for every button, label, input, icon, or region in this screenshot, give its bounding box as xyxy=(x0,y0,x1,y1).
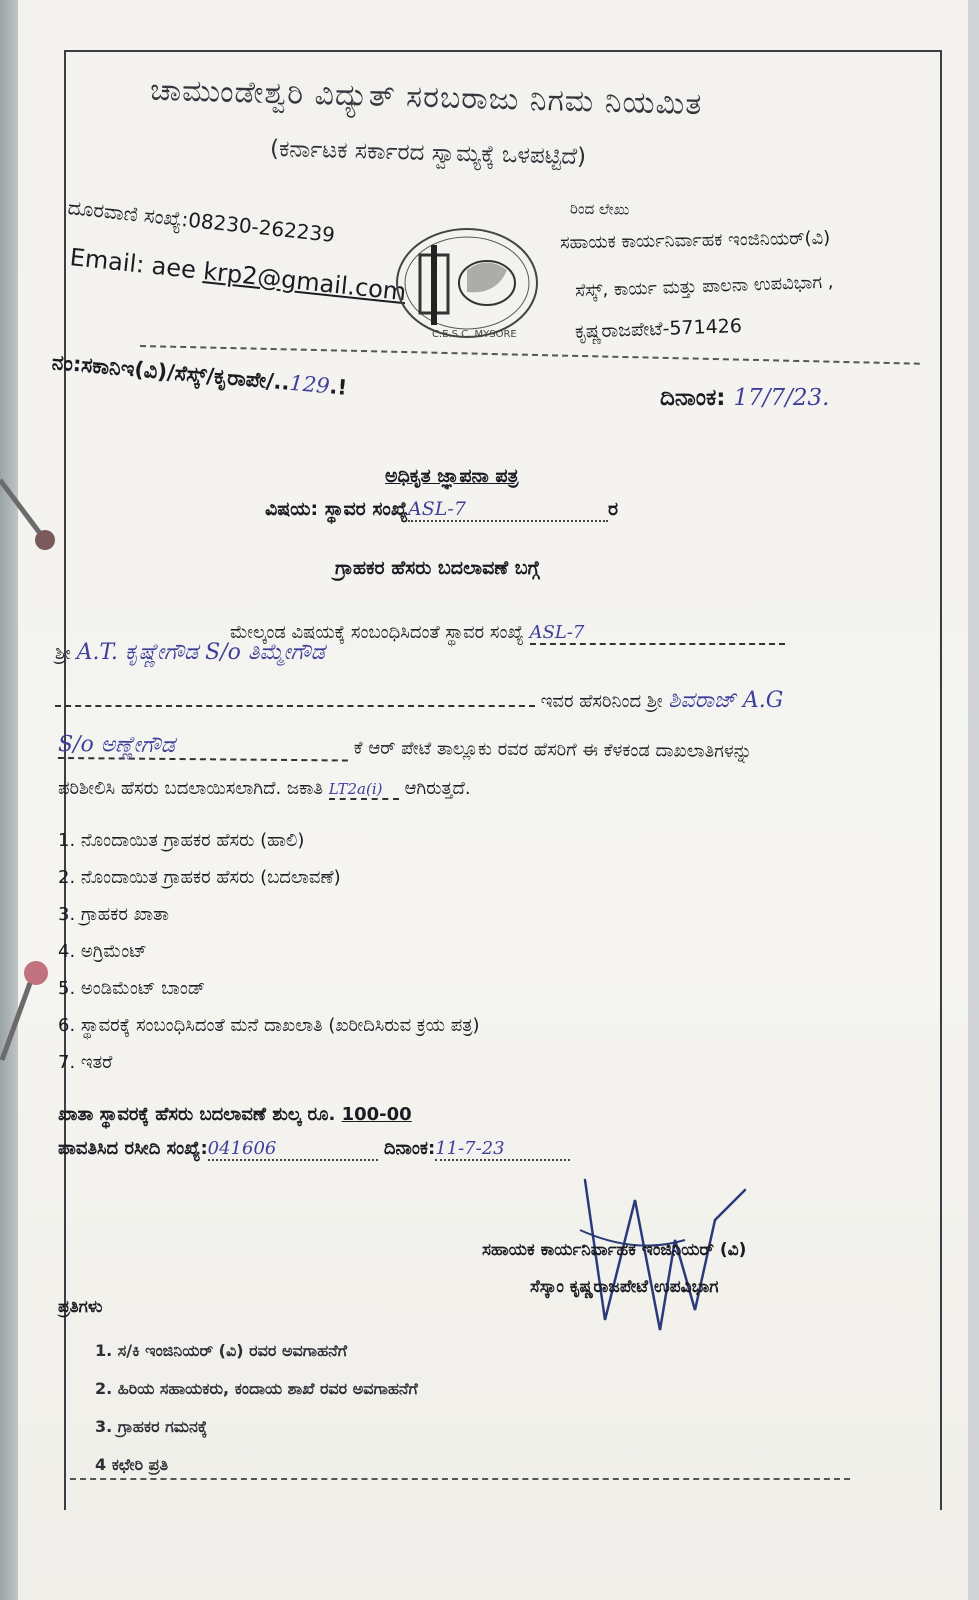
letter-date xyxy=(660,385,830,411)
reference-handwritten-number: 129 xyxy=(288,370,331,399)
date-handwritten-value: 17/7/23. xyxy=(733,385,830,411)
copy-item: 3. ಗ್ರಾಹಕರ ಗಮನಕ್ಕೆ xyxy=(95,1417,208,1436)
pin-top-icon xyxy=(0,470,70,560)
footer-divider xyxy=(70,1478,850,1480)
signatory-designation: ಸಹಾಯಕ ಕಾರ್ಯನಿರ್ವಾಹಕ ಇಂಜಿನಿಯರ್ (ವಿ) xyxy=(482,1240,747,1260)
receipt-date: 11-7-23 xyxy=(435,1138,570,1161)
subject-label: ವಿಷಯ: ಸ್ಥಾವರ ಸಂಖ್ಯೆ xyxy=(265,498,409,520)
copy-item: 4 ಕಛೇರಿ ಪ್ರತಿ xyxy=(95,1455,169,1474)
document-item: 6. ಸ್ಥಾವರಕ್ಕೆ ಸಂಬಂಧಿಸಿದಂತೆ ಮನೆ ದಾಖಲಾತಿ (ಖರೀದಿಸಿರುವ ಕ್ರಯ ಪತ್ರ) xyxy=(58,1015,480,1036)
document-item: 5. ಅಂಡಿಮೆಂಟ್ ಬಾಂಡ್ xyxy=(58,978,206,999)
documents-list xyxy=(58,822,480,1081)
paragraph-start: ಮೇಲ್ಕಂಡ ವಿಷಯಕ್ಕೆ ಸಂಬಂಧಿಸಿದಂತೆ ಸ್ಥಾವರ ಸಂಖ್ಯೆ xyxy=(230,622,524,643)
paragraph-line-5 xyxy=(58,778,471,800)
receipt-line xyxy=(58,1138,570,1161)
copies-list xyxy=(95,1332,418,1484)
paragraph-tail: ಆಗಿರುತ್ತದೆ. xyxy=(404,778,471,799)
receipt-number: 041606 xyxy=(208,1138,378,1161)
border-right xyxy=(940,50,942,1510)
reference-suffix: .! xyxy=(328,374,349,400)
subject-suffix: ರ xyxy=(608,498,619,520)
memo-title: ಅಧಿಕೃತ ಜ್ಞಾಪನಾ ಪತ್ರ xyxy=(385,465,519,487)
paragraph-end: ಪರಿಶೀಲಿಸಿ ಹೆಸರು ಬದಲಾಯಿಸಲಾಗಿದೆ. ಜಕಾತಿ xyxy=(58,778,324,799)
sri-label: ಶ್ರೀ xyxy=(55,643,71,664)
paragraph-line-2 xyxy=(55,640,325,665)
email-address: krp2@gmail.com xyxy=(201,257,408,307)
office-division: ಸೆಸ್ಕ್, ಕಾರ್ಯ ಮತ್ತು ಪಾಲನಾ ಉಪವಿಭಾಗ , xyxy=(574,271,834,302)
email-label: Email: aee xyxy=(68,243,205,285)
office-designation: ಸಹಾಯಕ ಕಾರ್ಯನಿರ್ವಾಹಕ ಇಂಜಿನಿಯರ್(ವಿ) xyxy=(559,227,831,254)
new-consumer-name: ಶಿವರಾಜ್ A.G xyxy=(668,688,784,713)
tariff-value: LT2a(i) xyxy=(329,780,399,800)
pin-bottom-icon xyxy=(0,955,50,1065)
paragraph-from: ಇವರ ಹೆಸರಿನಿಂದ ಶ್ರೀ xyxy=(540,691,663,712)
new-consumer-relation: S/o ಅಣ್ಣೇಗೌಡ xyxy=(58,732,348,762)
border-top xyxy=(64,50,942,52)
copy-item: 2. ಹಿರಿಯ ಸಹಾಯಕರು, ಕಂದಾಯ ಶಾಖೆ ರವರ ಅವಗಾಹನೆಗೆ xyxy=(95,1379,418,1398)
cesc-logo-seal xyxy=(392,225,542,345)
office-label: ರಿಂದ ಲೇಖು xyxy=(569,199,630,219)
reference-label: ನಂ:ಸಕಾನಿಇ(ವಿ)/ಸೆಸ್ಕ್/ಕೃರಾಪೇ/.. xyxy=(50,350,291,395)
organization-name: ಚಾಮುಂಡೇಶ್ವರಿ ವಿದ್ಯುತ್ ಸರಬರಾಜು ನಿಗಮ ನಿಯಮಿತ xyxy=(149,72,703,123)
organization-subtitle: (ಕರ್ನಾಟಕ ಸರ್ಕಾರದ ಸ್ವಾಮ್ಯಕ್ಕೆ ಒಳಪಟ್ಟಿದೆ) xyxy=(269,135,587,171)
receipt-label: ಪಾವತಿಸಿದ ರಸೀದಿ ಸಂಖ್ಯೆ: xyxy=(58,1138,208,1159)
document-item: 4. ಅಗ್ರಿಮೆಂಟ್ xyxy=(58,941,147,962)
signatory-office: ಸೆಸ್ಕಾಂ ಕೃಷ್ಣರಾಜಪೇಟೆ ಉಪವಿಭಾಗ xyxy=(530,1277,719,1297)
receipt-date-label: ದಿನಾಂಕ: xyxy=(383,1138,436,1159)
old-consumer-name: A.T. ಕೃಷ್ಣೇಗೌಡ S/o ತಿಮ್ಮೇಗೌಡ xyxy=(76,640,325,665)
fee-label: ಖಾತಾ ಸ್ಥಾವರಕ್ಕೆ ಹೆಸರು ಬದಲಾವಣೆ ಶುಲ್ಕ ರೂ. xyxy=(58,1104,342,1125)
document-item: 1. ನೊಂದಾಯಿತ ಗ್ರಾಹಕರ ಹೆಸರು (ಹಾಲಿ) xyxy=(58,830,305,851)
document-item: 3. ಗ್ರಾಹಕರ ಖಾತಾ xyxy=(58,904,169,925)
copies-heading: ಪ್ರತಿಗಳು xyxy=(58,1297,103,1317)
paragraph-installation-number: ASL-7 xyxy=(530,622,785,645)
blank-line xyxy=(55,705,535,707)
subject-line xyxy=(265,498,618,522)
phone-number: ದೂರವಾಣಿ ಸಂಖ್ಯೆ:08230-262239 xyxy=(66,195,336,247)
paragraph-mid: ಕೆ ಆರ್ ಪೇಟೆ ತಾಲ್ಲೂಕು ರವರ ಹೆಸರಿಗೆ ಈ ಕೆಳಕಂಡ ದಾಖಲಾತಿಗಳನ್ನು xyxy=(353,737,753,763)
document-item: 7. ಇತರೆ xyxy=(58,1052,113,1073)
date-label: ದಿನಾಂಕ: xyxy=(660,385,734,411)
copy-item: 1. ಸ/ಕಿ ಇಂಜಿನಿಯರ್ (ವಿ) ರವರ ಅವಗಾಹನೆಗೆ xyxy=(95,1341,347,1360)
subject-installation-number: ASL-7 xyxy=(408,498,608,522)
document-item: 2. ನೊಂದಾಯಿತ ಗ್ರಾಹಕರ ಹೆಸರು (ಬದಲಾವಣೆ) xyxy=(58,867,341,888)
fee-amount: 100-00 xyxy=(341,1104,412,1125)
paragraph-line-3 xyxy=(55,688,783,713)
logo-caption: C.E.S.C. MYSORE xyxy=(432,329,517,340)
subject-line-2: ಗ್ರಾಹಕರ ಹೆಸರು ಬದಲಾವಣೆ ಬಗ್ಗೆ xyxy=(335,557,540,579)
fee-line xyxy=(58,1104,412,1125)
office-address: ಕೃಷ್ಣರಾಜಪೇಟೆ-571426 xyxy=(574,315,743,343)
